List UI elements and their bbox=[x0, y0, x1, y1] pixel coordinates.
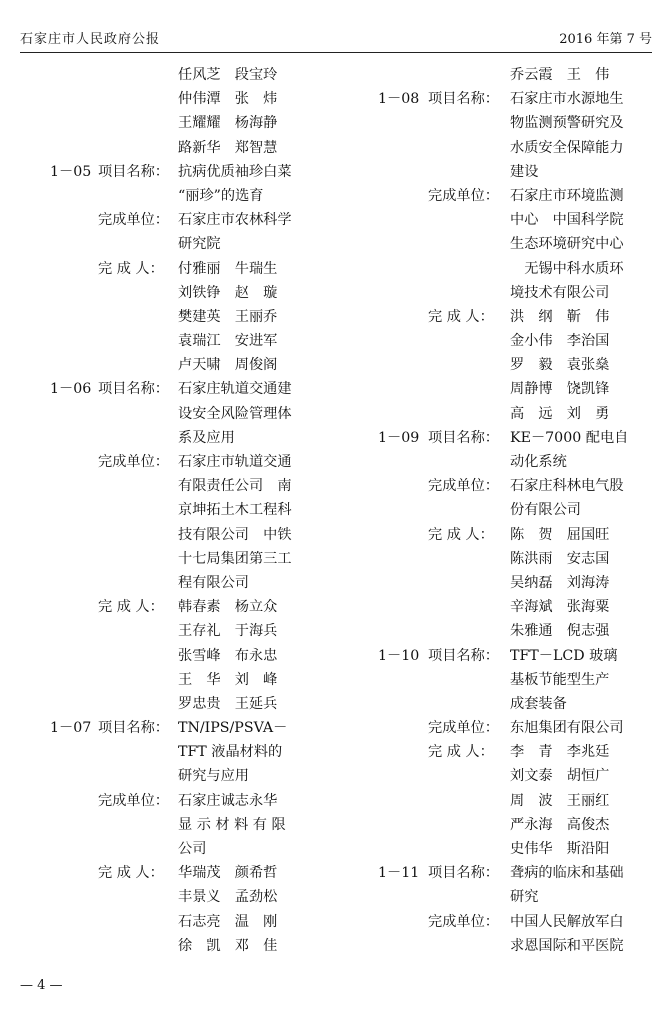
header-rule bbox=[20, 52, 652, 53]
text-line bbox=[358, 403, 658, 427]
field-value: 徐 凯 邓 佳 bbox=[178, 937, 278, 954]
text-line bbox=[20, 330, 320, 354]
text-line bbox=[20, 185, 320, 209]
field-value: 石家庄诚志永华 bbox=[178, 792, 278, 809]
text-line bbox=[20, 620, 320, 644]
left-column bbox=[20, 64, 320, 959]
field-value: 罗忠贵 王延兵 bbox=[178, 695, 278, 712]
field-label: 完成单位： bbox=[98, 212, 169, 229]
text-line bbox=[20, 524, 320, 548]
text-line bbox=[358, 765, 658, 789]
text-line bbox=[358, 209, 658, 233]
field-value: 罗 毅 袁张燊 bbox=[510, 357, 610, 374]
field-value: 周静博 饶凯锋 bbox=[510, 381, 610, 398]
field-value: 研究院 bbox=[178, 236, 221, 253]
field-value: 有限责任公司 南 bbox=[178, 478, 292, 495]
field-value: TFT－LCD 玻璃 bbox=[510, 647, 618, 664]
field-value: 丰景义 孟劲松 bbox=[178, 889, 278, 906]
field-value: 高 远 刘 勇 bbox=[510, 405, 610, 422]
field-value: 周 波 王丽红 bbox=[510, 792, 610, 809]
text-line bbox=[20, 572, 320, 596]
field-label: 项目名称： bbox=[428, 91, 499, 108]
field-value: 石家庄市水源地生 bbox=[510, 91, 624, 108]
text-line bbox=[20, 137, 320, 161]
text-line bbox=[358, 378, 658, 402]
field-value: 石家庄科林电气股 bbox=[510, 478, 624, 495]
field-value: 研究与应用 bbox=[178, 768, 249, 785]
field-label: 完成单位： bbox=[98, 454, 169, 470]
field-label: 完 成 人： bbox=[98, 260, 164, 277]
text-line bbox=[358, 693, 658, 717]
text-line bbox=[358, 354, 658, 378]
field-value: 袁瑞江 安进军 bbox=[178, 333, 278, 350]
text-line bbox=[20, 64, 320, 88]
field-value: 石家庄市环境监测 bbox=[510, 187, 624, 204]
field-value: 吴纳磊 刘海涛 bbox=[510, 574, 610, 591]
text-line bbox=[20, 499, 320, 523]
field-value: 王耀耀 杨海静 bbox=[178, 115, 278, 132]
text-line bbox=[20, 765, 320, 789]
field-label: 完成单位： bbox=[428, 478, 499, 495]
field-value: 李 青 李兆廷 bbox=[510, 744, 610, 761]
text-line bbox=[20, 451, 320, 475]
text-line bbox=[358, 572, 658, 596]
field-value: 基板节能型生产 bbox=[510, 671, 610, 688]
field-label: 项目名称： bbox=[428, 647, 499, 664]
text-line bbox=[20, 548, 320, 572]
project-number: 1－06 bbox=[50, 381, 92, 398]
field-label: 项目名称： bbox=[98, 163, 169, 180]
text-line bbox=[358, 548, 658, 572]
field-value: 王存礼 于海兵 bbox=[178, 623, 278, 640]
text-line bbox=[20, 88, 320, 112]
field-value: 付雅丽 牛瑞生 bbox=[178, 260, 278, 277]
field-value: 显 示 材 料 有 限 bbox=[178, 816, 286, 833]
text-line bbox=[20, 378, 320, 402]
field-value: 任风芝 段宝玲 bbox=[178, 67, 278, 83]
field-value: 刘文泰 胡恒广 bbox=[510, 768, 610, 785]
field-label: 项目名称： bbox=[98, 720, 169, 737]
text-line bbox=[20, 669, 320, 693]
right-column bbox=[358, 64, 658, 959]
text-line bbox=[20, 741, 320, 765]
text-line bbox=[358, 911, 658, 935]
field-label: 完成单位： bbox=[428, 720, 499, 737]
field-label: 完 成 人： bbox=[428, 308, 494, 325]
text-line bbox=[358, 185, 658, 209]
page-number: — 4 — bbox=[20, 978, 63, 993]
field-value: 石家庄市农林科学 bbox=[178, 212, 292, 229]
text-line bbox=[20, 693, 320, 717]
field-value: 抗病优质袖珍白菜 bbox=[178, 163, 292, 180]
field-value: 辛海斌 张海粟 bbox=[510, 599, 610, 616]
text-line bbox=[358, 233, 658, 257]
field-value: 京坤拓土木工程科 bbox=[178, 502, 292, 519]
field-value: 刘铁铮 赵 璇 bbox=[178, 284, 278, 301]
text-line bbox=[358, 596, 658, 620]
field-value: 动化系统 bbox=[510, 454, 567, 470]
text-line bbox=[20, 886, 320, 910]
project-number: 1－09 bbox=[378, 429, 420, 446]
project-number: 1－05 bbox=[50, 163, 92, 180]
text-line bbox=[358, 306, 658, 330]
text-line bbox=[358, 64, 658, 88]
text-line bbox=[358, 88, 658, 112]
text-line bbox=[358, 814, 658, 838]
text-line bbox=[358, 137, 658, 161]
field-label: 项目名称： bbox=[428, 429, 499, 446]
field-value: 卢天啸 周俊阁 bbox=[178, 357, 278, 374]
text-line bbox=[20, 233, 320, 257]
field-value: 聋病的临床和基础 bbox=[510, 865, 624, 882]
text-line bbox=[20, 814, 320, 838]
field-label: 项目名称： bbox=[428, 865, 499, 882]
text-line bbox=[358, 790, 658, 814]
text-line bbox=[358, 886, 658, 910]
text-line bbox=[20, 862, 320, 886]
project-number: 1－07 bbox=[50, 720, 92, 737]
field-value: 公司 bbox=[178, 841, 207, 857]
field-value: 程有限公司 bbox=[178, 574, 249, 591]
text-line bbox=[20, 427, 320, 451]
field-value: KE－7000 配电自 bbox=[510, 429, 629, 446]
text-line bbox=[20, 403, 320, 427]
field-value: TFT 液晶材料的 bbox=[178, 744, 283, 761]
text-line bbox=[358, 741, 658, 765]
text-line bbox=[20, 306, 320, 330]
field-value: “丽珍”的选育 bbox=[178, 187, 264, 204]
text-line bbox=[20, 645, 320, 669]
field-value: 乔云霞 王 伟 bbox=[510, 67, 610, 83]
field-value: 华瑞茂 颜希哲 bbox=[178, 865, 278, 882]
field-value: 份有限公司 bbox=[510, 502, 581, 519]
field-value: 建设 bbox=[510, 163, 539, 180]
text-line bbox=[20, 258, 320, 282]
field-label: 完 成 人： bbox=[98, 599, 164, 616]
field-label: 项目名称： bbox=[98, 381, 169, 398]
field-label: 完成单位： bbox=[428, 187, 499, 204]
field-value: 无锡中科水质环 bbox=[510, 260, 624, 277]
field-value: 石志亮 温 刚 bbox=[178, 913, 278, 930]
text-line bbox=[358, 935, 658, 959]
field-value: 生态环境研究中心 bbox=[510, 236, 624, 253]
project-number: 1－08 bbox=[378, 91, 420, 108]
field-value: 仲伟潭 张 炜 bbox=[178, 91, 278, 108]
field-value: 樊建英 王丽乔 bbox=[178, 308, 278, 325]
text-line bbox=[20, 911, 320, 935]
text-line bbox=[358, 475, 658, 499]
text-line bbox=[358, 451, 658, 475]
text-line bbox=[358, 112, 658, 136]
field-value: 求恩国际和平医院 bbox=[510, 937, 624, 954]
text-line bbox=[20, 935, 320, 959]
text-line bbox=[20, 838, 320, 862]
text-line bbox=[358, 499, 658, 523]
field-value: 金小伟 李治国 bbox=[510, 333, 610, 350]
text-line bbox=[20, 717, 320, 741]
field-value: 石家庄市轨道交通 bbox=[178, 454, 292, 470]
text-line bbox=[20, 112, 320, 136]
text-line bbox=[358, 282, 658, 306]
text-line bbox=[358, 620, 658, 644]
text-line bbox=[358, 427, 658, 451]
field-value: 王 华 刘 峰 bbox=[178, 671, 278, 688]
text-line bbox=[358, 645, 658, 669]
field-value: TN/IPS/PSVA－ bbox=[178, 720, 288, 737]
field-value: 朱雅通 倪志强 bbox=[510, 623, 610, 640]
field-value: 路新华 郑智慧 bbox=[178, 139, 278, 156]
page-header bbox=[20, 28, 652, 48]
text-line bbox=[358, 524, 658, 548]
field-value: 水质安全保障能力 bbox=[510, 139, 624, 156]
text-line bbox=[20, 596, 320, 620]
field-value: 十七局集团第三工 bbox=[178, 550, 292, 567]
field-value: 设安全风险管理体 bbox=[178, 405, 292, 422]
field-value: 物监测预警研究及 bbox=[510, 115, 624, 132]
text-line bbox=[358, 258, 658, 282]
field-label: 完 成 人： bbox=[428, 744, 494, 761]
text-line bbox=[20, 790, 320, 814]
project-number: 1－10 bbox=[378, 647, 420, 664]
field-value: 史伟华 斯沿阳 bbox=[510, 841, 610, 857]
field-label: 完成单位： bbox=[428, 913, 499, 930]
text-line bbox=[358, 838, 658, 862]
field-value: 陈洪雨 安志国 bbox=[510, 550, 610, 567]
publication-title: 石家庄市人民政府公报 bbox=[20, 32, 161, 47]
text-line bbox=[20, 475, 320, 499]
field-label: 完成单位： bbox=[98, 792, 169, 809]
field-value: 洪 纲 靳 伟 bbox=[510, 308, 610, 325]
text-line bbox=[358, 330, 658, 354]
text-line bbox=[20, 161, 320, 185]
field-value: 成套装备 bbox=[510, 695, 567, 712]
text-line bbox=[358, 862, 658, 886]
field-value: 中国人民解放军白 bbox=[510, 913, 624, 930]
text-line bbox=[20, 282, 320, 306]
field-value: 系及应用 bbox=[178, 429, 235, 446]
field-value: 石家庄轨道交通建 bbox=[178, 381, 292, 398]
text-line bbox=[358, 161, 658, 185]
field-value: 境技术有限公司 bbox=[510, 284, 610, 301]
project-number: 1－11 bbox=[378, 865, 420, 882]
issue-number: 2016 年第 7 号 bbox=[559, 32, 652, 47]
field-value: 中心 中国科学院 bbox=[510, 212, 624, 229]
field-label: 完 成 人： bbox=[428, 526, 494, 543]
field-label: 完 成 人： bbox=[98, 865, 164, 882]
text-line bbox=[358, 669, 658, 693]
field-value: 陈 贺 屈国旺 bbox=[510, 526, 610, 543]
text-line bbox=[358, 717, 658, 741]
field-value: 韩春素 杨立众 bbox=[178, 599, 278, 616]
text-line bbox=[20, 209, 320, 233]
field-value: 技有限公司 中铁 bbox=[178, 526, 292, 543]
field-value: 张雪峰 布永忠 bbox=[178, 647, 278, 664]
field-value: 严永海 高俊杰 bbox=[510, 816, 610, 833]
field-value: 研究 bbox=[510, 889, 539, 906]
text-line bbox=[20, 354, 320, 378]
field-value: 东旭集团有限公司 bbox=[510, 720, 624, 737]
